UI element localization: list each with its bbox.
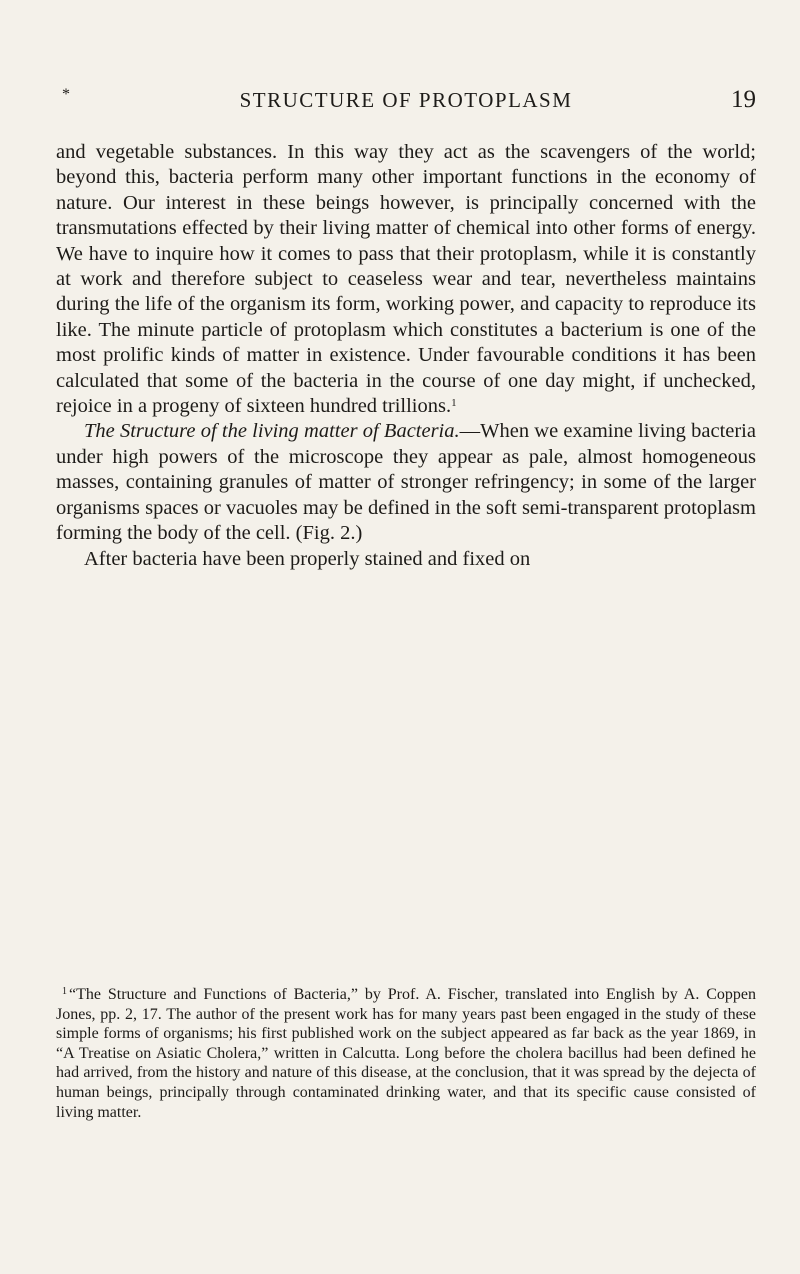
footnote-text: “The Structure and Functions of Bacteria,” by Prof. A. Fischer, translated into English by A. Coppen Jones, pp. 2, 17. The author of the present work has for many years past been engaged in the study of these simple forms of organisms; his first published work on the subject appeared as far back as the year 1869, in “A Treatise on Asiatic Cholera,” written in Calcutta. Long before the cholera bacillus had been defined he had arrived, from the history and nature of this disease, at the conclusion, that it was spread by the dejecta of human beings, principally through contaminated drinking water, and that its specific cause consisted of living matter. [56,986,756,1121]
running-head [56,86,756,116]
paragraph-structure [56,419,756,546]
paragraph-1-text: and vegetable substances. In this way they act as the scavengers of the world; beyond this, bacteria perform many other important functions in the economy of nature. Our interest in these beings however, is principally concerned with the transmutations effected by their living matter of chemical into other forms of energy. We have to inquire how it comes to pass that their protoplasm, while it is constantly at work and therefore subject to ceaseless wear and tear, nevertheless maintains during the life of the organism its form, working power, and capacity to reproduce its like. The minute particle of protoplasm which constitutes a bacterium is one of the most prolific kinds of matter in existence. Under favourable conditions it has been calculated that some of the bacteria in the course of one day might, if unchecked, rejoice in a progeny of sixteen hundred trillions. [56,141,756,418]
page-number: 19 [731,86,756,113]
footnote [56,985,756,1122]
running-title: STRUCTURE OF PROTOPLASM [239,88,573,112]
body-text [56,140,756,572]
footnote-reference: 1 [451,397,457,410]
paragraph-2-text: —When we examine living bacteria under high powers of the microscope they appear as pale, almost homogeneous masses, containing granules of matter of stronger refringency; in some of the larger organisms spaces or vacuoles may be defined in the soft semi-transparent protoplasm forming the body of the cell. (Fig. 2.) [56,420,756,545]
paragraph-continuation [56,547,756,572]
paragraph-continued [56,140,756,419]
section-heading: The Structure of the living matter of Bacteria. [84,420,460,443]
footnote-mark: 1 [62,986,67,997]
margin-mark: * [62,86,70,103]
paragraph-3-text: After bacteria have been properly stained and fixed on [84,547,531,570]
